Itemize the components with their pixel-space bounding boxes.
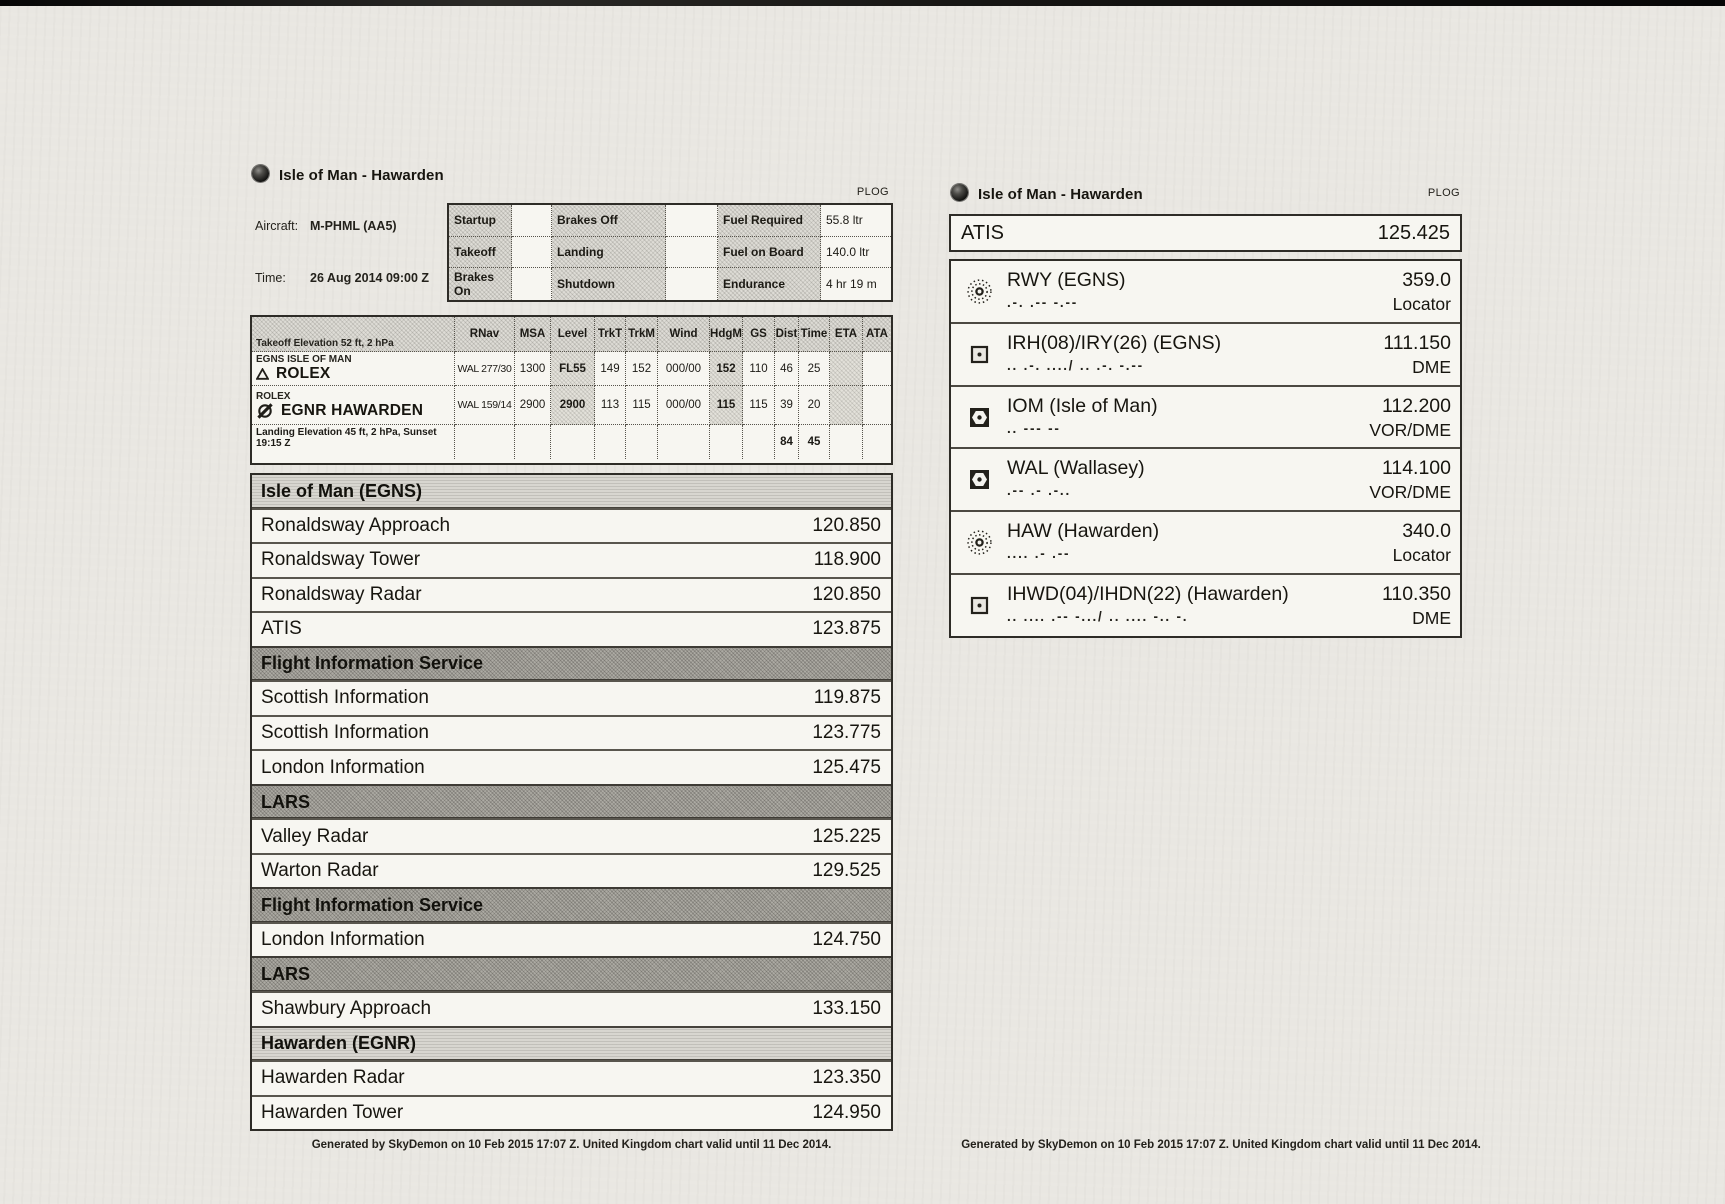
navlog-data-cell: 152 xyxy=(626,352,658,386)
navlog-data-cell: 39 xyxy=(775,386,799,425)
station-name: Hawarden Tower xyxy=(261,1101,404,1123)
navlog-data-cell xyxy=(830,352,863,386)
frequency-row xyxy=(252,542,891,577)
navaid-row xyxy=(951,322,1460,385)
navlog-column-header: MSA xyxy=(515,317,551,352)
skydemon-logo-icon xyxy=(252,165,269,182)
navlog-totals-cell xyxy=(595,425,626,459)
aircraft-row xyxy=(255,219,397,233)
navaid-type: VOR/DME xyxy=(1369,419,1451,440)
frequency-row xyxy=(252,853,891,888)
times-fuel-table xyxy=(447,203,893,302)
navaid-frequency: 359.0 xyxy=(1402,269,1451,291)
station-frequency: 123.350 xyxy=(812,1067,881,1089)
time-row xyxy=(255,271,429,285)
navaid-main xyxy=(1007,261,1393,322)
station-frequency: 125.225 xyxy=(812,825,881,847)
page-footer: Generated by SkyDemon on 10 Feb 2015 17:07 Z. United Kingdom chart valid until 11 Dec 2014. xyxy=(961,1139,1481,1151)
waypoint-name: EGNR HAWARDEN xyxy=(256,402,423,420)
navlog-data-cell: WAL 159/14 xyxy=(455,386,515,425)
section-label: LARS xyxy=(261,964,310,985)
waypoint-from-label: ROLEX xyxy=(256,390,291,402)
navaid-row xyxy=(951,385,1460,448)
navaid-icon-cell xyxy=(951,387,1007,448)
navlog-data-cell: 115 xyxy=(710,386,743,425)
station-frequency: 120.850 xyxy=(812,583,881,605)
navlog-data-cell: 1300 xyxy=(515,352,551,386)
navaid-side xyxy=(1382,575,1460,636)
navlog-data-cell: 2900 xyxy=(515,386,551,425)
navaid-type: VOR/DME xyxy=(1369,482,1451,503)
navlog-column-header: Wind xyxy=(658,317,710,352)
time-label: Time: xyxy=(255,271,286,285)
station-name: Scottish Information xyxy=(261,721,429,743)
navaid-name: HAW (Hawarden) xyxy=(1007,520,1160,543)
navaid-side xyxy=(1369,449,1460,510)
navlog-totals-cell xyxy=(551,425,595,459)
navaid-main xyxy=(1007,512,1393,573)
navaids-box xyxy=(949,259,1462,638)
navaid-name: WAL (Wallasey) xyxy=(1007,457,1145,480)
frequency-row xyxy=(252,1060,891,1095)
navaid-type: DME xyxy=(1412,356,1451,377)
navlog-column-header: TrkM xyxy=(626,317,658,352)
navaid-icon-cell xyxy=(951,512,1007,573)
frequency-row xyxy=(252,611,891,646)
frequency-row xyxy=(252,577,891,612)
navaid-icon-cell xyxy=(951,324,1007,385)
station-name: Ronaldsway Approach xyxy=(261,514,451,536)
section-label: Hawarden (EGNR) xyxy=(261,1033,417,1054)
station-name: London Information xyxy=(261,756,425,778)
atis-frequency: 125.425 xyxy=(1377,221,1450,244)
navaid-morse-code: .. .... .-- -.../ .. .... -.. -. xyxy=(1007,609,1189,625)
navaid-side xyxy=(1393,261,1460,322)
times-cell-label: Takeoff xyxy=(449,237,512,269)
navlog-totals-note: Landing Elevation 45 ft, 2 hPa, Sunset 19:15 Z xyxy=(252,425,455,459)
frequency-section-header xyxy=(252,475,891,508)
navaid-frequency: 110.350 xyxy=(1381,583,1451,606)
navlog-data-cell: 20 xyxy=(799,386,830,425)
navaid-frequency: 111.150 xyxy=(1383,331,1451,354)
navlog-totals-cell xyxy=(830,425,863,459)
frequency-section-header xyxy=(252,646,891,681)
aircraft-value: M-PHML (AA5) xyxy=(310,219,397,233)
navlog-totals-cell xyxy=(455,425,515,459)
navlog-data-cell: 000/00 xyxy=(658,352,710,386)
vor-dme-icon xyxy=(969,469,990,490)
times-cell-value xyxy=(666,205,718,237)
navlog-column-header: Level xyxy=(551,317,595,352)
times-cell-value xyxy=(666,268,718,300)
navaid-main xyxy=(1007,324,1383,385)
station-frequency: 123.775 xyxy=(812,721,881,743)
section-label: Flight Information Service xyxy=(261,895,484,916)
station-name: London Information xyxy=(261,929,425,951)
station-name: ATIS xyxy=(261,618,302,640)
plog-label: PLOG xyxy=(856,186,889,198)
navaid-frequency: 114.100 xyxy=(1381,457,1451,480)
section-label: Flight Information Service xyxy=(261,653,484,674)
navaid-morse-code: .. .-. ..../ .. .-. -.-- xyxy=(1007,357,1144,373)
navlog-data-cell: 000/00 xyxy=(658,386,710,425)
frequency-section-header xyxy=(252,887,891,922)
times-cell-value: 4 hr 19 m xyxy=(821,268,891,300)
times-cell-label: Shutdown xyxy=(552,268,666,300)
navlog-column-header: RNav xyxy=(455,317,515,352)
section-label: LARS xyxy=(261,791,310,812)
times-cell-label: Startup xyxy=(449,205,512,237)
navlog-totals-cell: 45 xyxy=(799,425,830,459)
atis-box xyxy=(949,214,1462,252)
navlog-data-cell: 152 xyxy=(710,352,743,386)
page-footer: Generated by SkyDemon on 10 Feb 2015 17:07 Z. United Kingdom chart valid until 11 Dec 2014. xyxy=(311,1139,832,1151)
times-cell-value xyxy=(512,268,552,300)
station-frequency: 133.150 xyxy=(812,998,881,1020)
navlog-totals-cell xyxy=(710,425,743,459)
times-cell-value xyxy=(512,237,552,269)
navaid-type: Locator xyxy=(1392,294,1451,314)
navlog-column-header: ATA xyxy=(863,317,891,352)
navaid-icon-cell xyxy=(951,449,1007,510)
frequency-row xyxy=(252,715,891,750)
navaid-name: IHWD(04)/IHDN(22) (Hawarden) xyxy=(1007,583,1289,606)
navaid-name: RWY (EGNS) xyxy=(1007,269,1126,291)
times-cell-label: Landing xyxy=(552,237,666,269)
station-frequency: 119.875 xyxy=(813,687,881,709)
navlog-totals-cell xyxy=(743,425,775,459)
route-title: Isle of Man - Hawarden xyxy=(978,186,1143,203)
navlog-data-cell xyxy=(830,386,863,425)
frequency-row xyxy=(252,1095,891,1130)
locator-beacon-icon xyxy=(966,529,993,556)
navaid-morse-code: .-. .-- -.-- xyxy=(1007,295,1079,310)
dme-icon xyxy=(970,345,989,364)
station-frequency: 118.900 xyxy=(813,549,881,571)
station-name: Scottish Information xyxy=(261,687,429,709)
times-cell-value: 140.0 ltr xyxy=(821,237,891,269)
navlog-data-cell: WAL 277/30 xyxy=(455,352,515,386)
navaid-row xyxy=(951,510,1460,573)
navaid-frequency: 112.200 xyxy=(1381,394,1451,417)
navaid-main xyxy=(1007,387,1369,448)
plog-page-right xyxy=(949,0,1481,1204)
navaid-morse-code: .-- .- .-.. xyxy=(1007,483,1072,499)
navlog-totals-cell xyxy=(515,425,551,459)
navlog-data-cell: 113 xyxy=(595,386,626,425)
navaid-main xyxy=(1007,449,1369,510)
navlog-column-header: GS xyxy=(743,317,775,352)
navaid-icon-cell xyxy=(951,261,1007,322)
station-frequency: 125.475 xyxy=(812,756,881,778)
atis-name: ATIS xyxy=(961,221,1004,244)
navaid-row xyxy=(951,261,1460,322)
navaid-name: IOM (Isle of Man) xyxy=(1007,394,1158,417)
navlog-totals-cell xyxy=(658,425,710,459)
vor-dme-icon xyxy=(969,407,990,428)
times-cell-label: Brakes On xyxy=(449,268,512,300)
station-frequency: 129.525 xyxy=(812,860,881,882)
navaid-row xyxy=(951,573,1460,636)
navlog-data-cell: 115 xyxy=(626,386,658,425)
frequency-row xyxy=(252,680,891,715)
navlog-data-cell: 115 xyxy=(743,386,775,425)
navlog-waypoint-cell xyxy=(252,386,455,425)
navlog-column-header: Dist xyxy=(775,317,799,352)
navaid-side xyxy=(1383,324,1460,385)
navaid-name: IRH(08)/IRY(26) (EGNS) xyxy=(1007,331,1222,354)
navaid-morse-code: .... .- .-- xyxy=(1007,546,1071,562)
navlog-column-header: TrkT xyxy=(595,317,626,352)
frequency-row xyxy=(252,991,891,1026)
navlog-waypoint-cell xyxy=(252,352,455,386)
station-frequency: 124.950 xyxy=(812,1101,881,1123)
navlog-data-cell: FL55 xyxy=(551,352,595,386)
frequency-row xyxy=(252,508,891,543)
triangle-waypoint-icon xyxy=(256,368,269,380)
section-label: Isle of Man (EGNS) xyxy=(261,480,423,501)
frequency-row xyxy=(252,818,891,853)
times-cell-value: 55.8 ltr xyxy=(821,205,891,237)
navlog-totals-cell xyxy=(863,425,891,459)
navlog-data-cell: 25 xyxy=(799,352,830,386)
navaid-main xyxy=(1007,575,1382,636)
navlog-corner-note: Takeoff Elevation 52 ft, 2 hPa xyxy=(252,317,455,352)
navaid-icon-cell xyxy=(951,575,1007,636)
frequencies-table xyxy=(250,473,893,1131)
frequency-section-header xyxy=(252,956,891,991)
station-name: Ronaldsway Radar xyxy=(261,583,422,605)
navlog-column-header: Time xyxy=(799,317,830,352)
navaid-type: DME xyxy=(1412,608,1451,629)
navaid-side xyxy=(1393,512,1460,573)
navlog-data-cell xyxy=(863,386,891,425)
airfield-icon xyxy=(256,402,274,420)
navaid-side xyxy=(1369,387,1460,448)
frequency-row xyxy=(252,922,891,957)
navlog-column-header: HdgM xyxy=(710,317,743,352)
aircraft-label: Aircraft: xyxy=(255,219,299,233)
times-cell-value xyxy=(512,205,552,237)
frequency-section-header xyxy=(252,1026,891,1061)
navaid-row xyxy=(951,447,1460,510)
station-name: Ronaldsway Tower xyxy=(261,549,421,571)
station-frequency: 120.850 xyxy=(812,514,881,536)
navaid-morse-code: .. --- -- xyxy=(1007,420,1061,436)
times-cell-value xyxy=(666,237,718,269)
waypoint-from-label: EGNS ISLE OF MAN xyxy=(256,354,352,365)
locator-beacon-icon xyxy=(966,278,993,305)
times-cell-label: Fuel on Board xyxy=(718,237,821,269)
station-name: Warton Radar xyxy=(261,860,379,882)
navlog-data-cell: 149 xyxy=(595,352,626,386)
station-name: Shawbury Approach xyxy=(261,998,432,1020)
navlog-data-cell: 110 xyxy=(743,352,775,386)
navaid-type: Locator xyxy=(1392,545,1451,566)
times-cell-label: Endurance xyxy=(718,268,821,300)
navlog-column-header: ETA xyxy=(830,317,863,352)
navlog-data-cell xyxy=(863,352,891,386)
navlog-data-cell: 46 xyxy=(775,352,799,386)
navlog-totals-cell xyxy=(626,425,658,459)
navlog-data-cell: 2900 xyxy=(551,386,595,425)
frequency-section-header xyxy=(252,784,891,819)
frequency-row xyxy=(252,749,891,784)
navlog-totals-cell: 84 xyxy=(775,425,799,459)
station-name: Valley Radar xyxy=(261,825,369,847)
station-name: Hawarden Radar xyxy=(261,1067,405,1089)
dme-icon xyxy=(970,596,989,615)
times-cell-label: Brakes Off xyxy=(552,205,666,237)
station-frequency: 123.875 xyxy=(812,618,881,640)
route-title: Isle of Man - Hawarden xyxy=(279,167,444,184)
skydemon-logo-icon xyxy=(951,184,968,201)
navigation-log-table xyxy=(250,315,893,465)
waypoint-name: ROLEX xyxy=(256,365,330,383)
plog-label: PLOG xyxy=(1427,187,1460,199)
time-value: 26 Aug 2014 09:00 Z xyxy=(310,271,430,285)
plog-page-left xyxy=(250,0,893,1204)
navaid-frequency: 340.0 xyxy=(1402,520,1451,543)
station-frequency: 124.750 xyxy=(812,929,881,951)
times-cell-label: Fuel Required xyxy=(718,205,821,237)
